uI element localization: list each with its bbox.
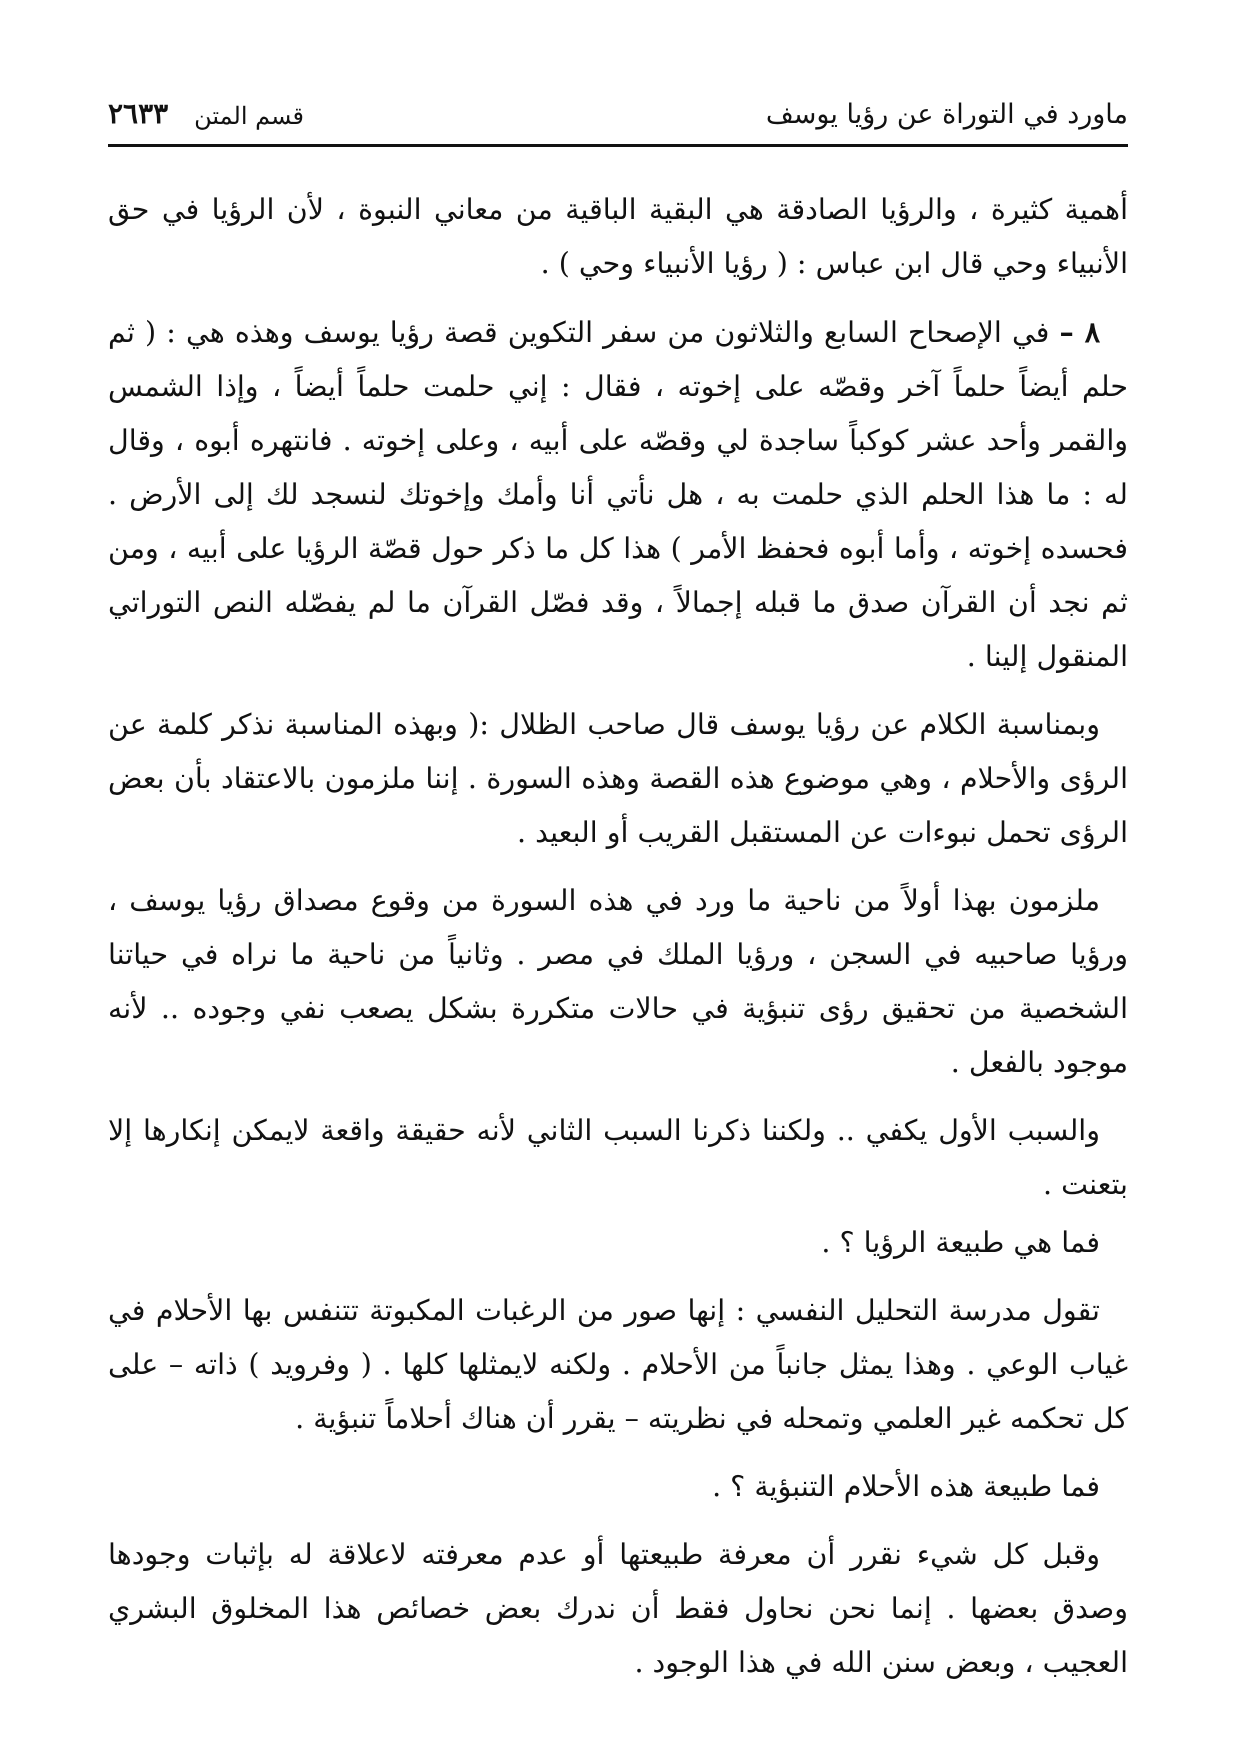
paragraph-numbered bbox=[108, 305, 1128, 684]
paragraph-text: تقول مدرسة التحليل النفسي : إنها صور من الرغبات المكبوتة تتنفس بها الأحلام في غياب الوعي . وهذا يمثل جانباً من الأحلام . ولكنه لايمثلها كلها . ( وفرويد ) ذاته – على كل تحكمه غير العلمي وتمحله في نظريته – يقرر أن هناك أحلاماً تنبؤية . bbox=[108, 1294, 1128, 1435]
page-number: ٢٦٣٣ bbox=[108, 97, 169, 130]
paragraph-text: وبمناسبة الكلام عن رؤيا يوسف قال صاحب الظلال :( وبهذه المناسبة نذكر كلمة عن الرؤى والأحلام ، وهي موضوع هذه القصة وهذه السورة . إننا ملزمون بالاعتقاد بأن بعض الرؤى تحمل نبوءات عن المستقبل القريب أو البعيد . bbox=[108, 708, 1128, 849]
paragraph bbox=[108, 1104, 1128, 1212]
paragraph bbox=[108, 1284, 1128, 1446]
header-section: قسم المتن bbox=[194, 102, 305, 130]
document-page bbox=[108, 72, 1128, 1712]
paragraph-text: فما هي طبيعة الرؤيا ؟ . bbox=[821, 1226, 1100, 1259]
header-meta bbox=[108, 97, 304, 130]
paragraph-text: ملزمون بهذا أولاً من ناحية ما ورد في هذه السورة من وقوع مصداق رؤيا يوسف ، ورؤيا صاحبيه في السجن ، ورؤيا الملك في مصر . وثانياً من ناحية ما نراه في حياتنا الشخصية من تحقيق رؤى تنبؤية في حالات متكررة بشكل يصعب نفي وجوده .. لأنه موجود بالفعل . bbox=[108, 884, 1128, 1079]
paragraph bbox=[108, 874, 1128, 1090]
paragraph-text: وقبل كل شيء نقرر أن معرفة طبيعتها أو عدم معرفته لاعلاقة له بإثبات وجودها وصدق بعضها . إنما نحن نحاول فقط أن ندرك بعض خصائص هذا المخلوق البشري العجيب ، وبعض سنن الله في هذا الوجود . bbox=[108, 1538, 1128, 1679]
running-header bbox=[108, 72, 1128, 130]
paragraph-text: في الإصحاح السابع والثلاثون من سفر التكوين قصة رؤيا يوسف وهذه هي : ( ثم حلم أيضاً حلماً آخر وقصّه على إخوته ، فقال : إني حلمت حلماً أيضاً ، وإذا الشمس والقمر وأحد عشر كوكباً ساجدة لي وقصّه على أبيه ، وعلى إخوته . فانتهره أبوه ، وقال له : ما هذا الحلم الذي حلمت به ، هل نأتي أنا وأمك وإخوتك لنسجد لك إلى الأرض . فحسده إخوته ، وأما أبوه فحفظ الأمر ) هذا كل ما ذكر حول قصّة الرؤيا على أبيه ، ومن ثم نجد أن القرآن صدق ما قبله إجمالاً ، وقد فصّل القرآن ما لم يفصّله النص التوراتي المنقول إلينا . bbox=[108, 316, 1128, 673]
paragraph-question bbox=[108, 1216, 1128, 1270]
paragraph-number: ٨ – bbox=[1059, 315, 1100, 349]
paragraph bbox=[108, 698, 1128, 860]
paragraph bbox=[108, 1528, 1128, 1690]
paragraph-question bbox=[108, 1460, 1128, 1514]
paragraph-text: فما طبيعة هذه الأحلام التنبؤية ؟ . bbox=[712, 1470, 1100, 1503]
paragraph bbox=[108, 183, 1128, 291]
header-title: ماورد في التوراة عن رؤيا يوسف bbox=[765, 99, 1128, 130]
body-text bbox=[108, 183, 1128, 1690]
paragraph-text: والسبب الأول يكفي .. ولكننا ذكرنا السبب الثاني لأنه حقيقة واقعة لايمكن إنكارها إلا بتعنت . bbox=[108, 1114, 1128, 1201]
header-rule bbox=[108, 144, 1128, 147]
paragraph-text: أهمية كثيرة ، والرؤيا الصادقة هي البقية الباقية من معاني النبوة ، لأن الرؤيا في حق الأنبياء وحي قال ابن عباس : ( رؤيا الأنبياء وحي ) . bbox=[108, 193, 1128, 280]
